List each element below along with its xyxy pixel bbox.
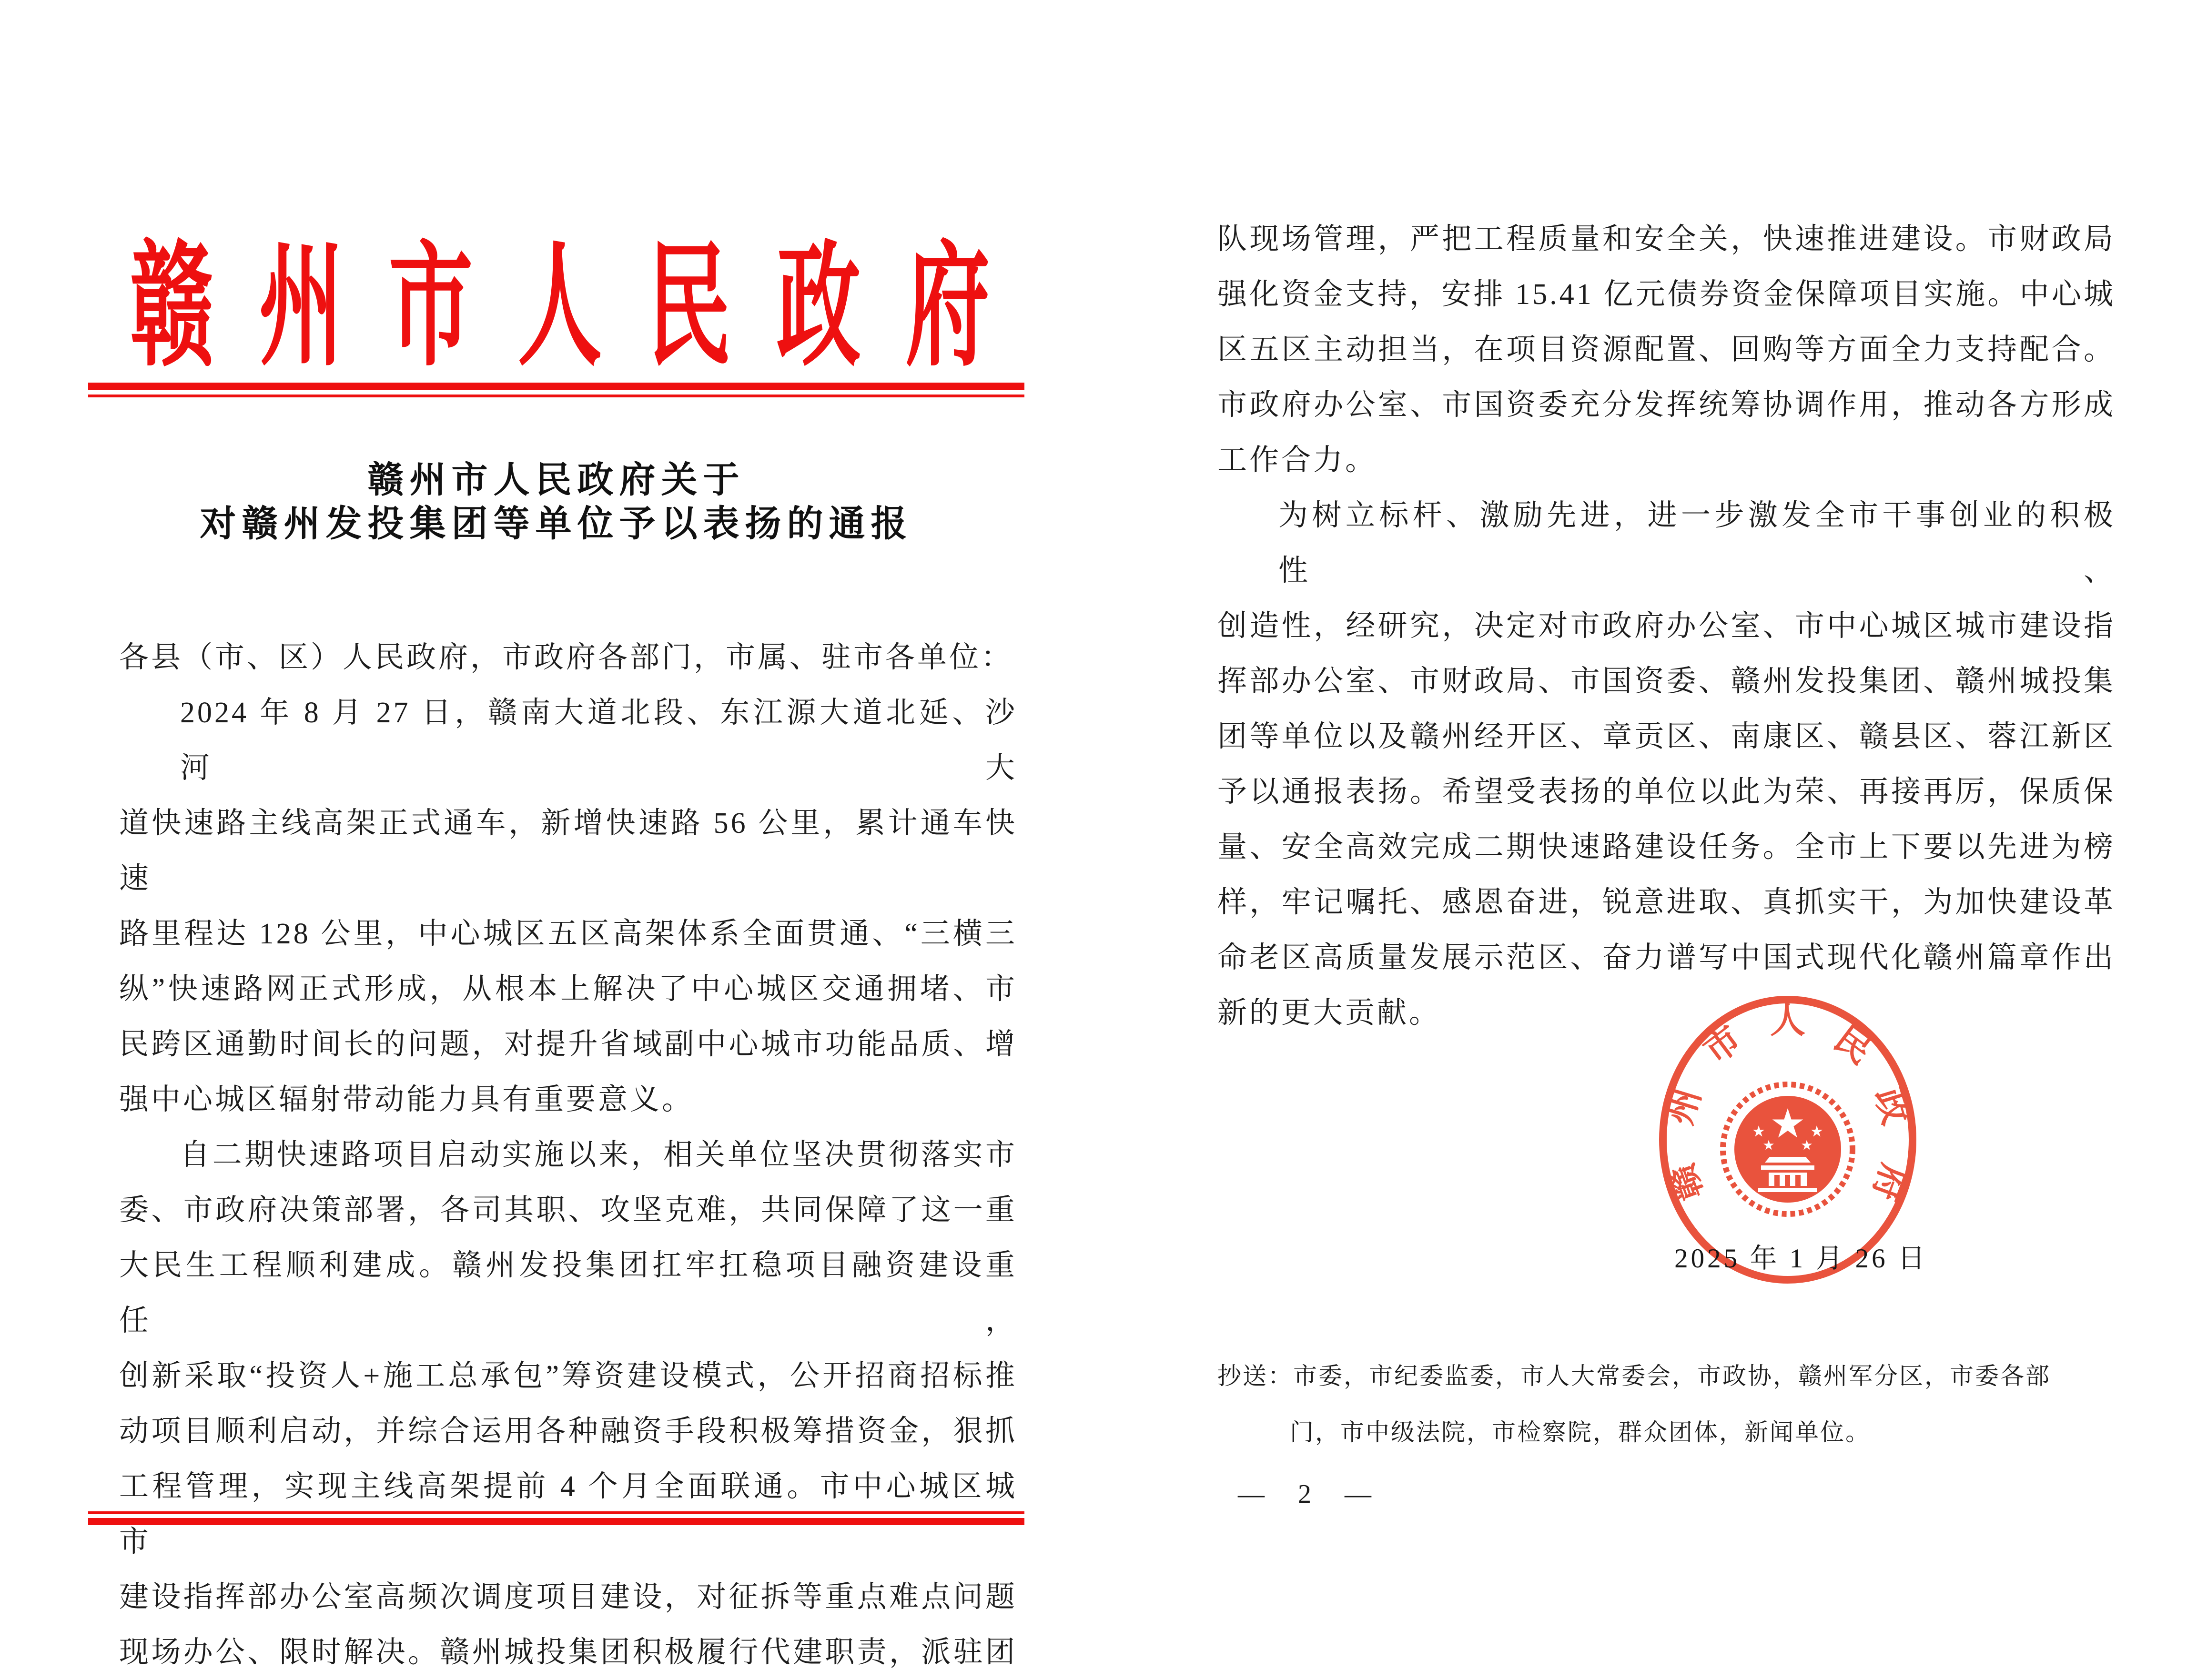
agency-header xyxy=(112,233,1008,382)
body-line: 大民生工程顺利建成。赣州发投集团扛牢扛稳项目融资建设重任， xyxy=(119,1249,1017,1337)
body-line: 委、市政府决策部署，各司其职、攻坚克难，共同保障了这一重 xyxy=(119,1194,1017,1226)
body-line: 队现场管理，严把工程质量和安全关，快速推进建设。市财政局 xyxy=(1217,223,2116,255)
body-line: 量、安全高效完成二期快速路建设任务。全市上下要以先进为榜 xyxy=(1217,831,2116,863)
body-line: 区五区主动担当，在项目资源配置、回购等方面全力支持配合。 xyxy=(1217,334,2116,366)
footer-rule-thin xyxy=(88,1511,1024,1514)
body-line: 工程管理，实现主线高架提前 4 个月全面联通。市中心城区城市 xyxy=(119,1470,1017,1558)
seal-ring-char: 市 xyxy=(1697,1019,1749,1072)
body-line: 挥部办公室、市财政局、市国资委、赣州发投集团、赣州城投集 xyxy=(1217,665,2116,698)
body-line: 强化资金支持，安排 15.41 亿元债券资金保障项目实施。中心城 xyxy=(1217,278,2116,311)
agency-header-char: 政 xyxy=(776,233,861,382)
body-line: 现场办公、限时解决。赣州城投集团积极履行代建职责，派驻团 xyxy=(119,1636,1017,1669)
body-line: 为树立标杆、激励先进，进一步激发全市干事创业的积极性、 xyxy=(1278,499,2116,587)
document-title-line-2: 对赣州发投集团等单位予以表扬的通报 xyxy=(200,504,913,544)
page-number: — 2 — xyxy=(1238,1479,1385,1509)
right-page-body xyxy=(1217,212,2116,1041)
issue-date: 2025 年 1 月 26 日 xyxy=(1674,1244,1928,1274)
body-line: 2024 年 8 月 27 日，赣南大道北段、东江源大道北延、沙河大 xyxy=(180,697,1017,784)
header-rule-thick xyxy=(88,383,1024,390)
body-line: 市政府办公室、市国资委充分发挥统筹协调作用，推动各方形成 xyxy=(1217,389,2116,421)
seal-ring-char: 赣 xyxy=(1661,1159,1711,1206)
body-line: 动项目顺利启动，并综合运用各种融资手段积极筹措资金，狠抓 xyxy=(119,1415,1017,1447)
body-line: 强中心城区辐射带动能力具有重要意义。 xyxy=(119,1083,694,1116)
agency-header-char: 州 xyxy=(259,233,344,382)
body-line: 命老区高质量发展示范区、奋力谱写中国式现代化赣州篇章作出 xyxy=(1217,941,2116,974)
seal-ring-char: 府 xyxy=(1864,1159,1914,1206)
gate-doors xyxy=(1774,1175,1801,1186)
cc-line: 抄送：市委，市纪委监委，市人大常委会，市政协，赣州军分区，市委各部 xyxy=(1217,1363,2051,1389)
body-line: 新的更大贡献。 xyxy=(1217,997,1441,1029)
header-rule-thin xyxy=(88,395,1024,397)
body-line: 自二期快速路项目启动实施以来，相关单位坚决贯彻落实市 xyxy=(180,1139,1017,1171)
body-line: 创造性，经研究，决定对市政府办公室、市中心城区城市建设指 xyxy=(1217,610,2116,642)
body-line: 纵”快速路网正式形成，从根本上解决了中心城区交通拥堵、市 xyxy=(119,973,1017,1005)
cc-line: 门，市中级法院，市检察院，群众团体，新闻单位。 xyxy=(1290,1419,1871,1446)
seal-ring-char: 民 xyxy=(1827,1019,1879,1072)
body-line: 工作合力。 xyxy=(1217,444,1377,476)
body-line: 创新采取“投资人+施工总承包”筹资建设模式，公开招商招标推 xyxy=(119,1360,1017,1392)
seal-ring-char: 州 xyxy=(1660,1083,1708,1129)
agency-header-char: 赣 xyxy=(130,233,214,382)
seal-ring-char: 人 xyxy=(1770,1002,1805,1041)
document-title-line-1: 赣州市人民政府关于 xyxy=(367,460,745,500)
body-line: 各县（市、区）人民政府，市政府各部门，市属、驻市各单位： xyxy=(119,641,1013,674)
footer-rule-thick xyxy=(88,1518,1024,1525)
body-line: 民跨区通勤时间长的问题，对提升省域副中心城市功能品质、增 xyxy=(119,1028,1017,1061)
agency-header-char: 人 xyxy=(517,233,602,382)
cc-block xyxy=(1217,1348,2118,1460)
body-line: 建设指挥部办公室高频次调度项目建设，对征拆等重点难点问题 xyxy=(119,1581,1017,1613)
body-line: 样，牢记嘱托、感恩奋进，锐意进取、真抓实干，为加快建设革 xyxy=(1217,886,2116,919)
body-line: 予以通报表扬。希望受表扬的单位以此为荣、再接再厉，保质保 xyxy=(1217,776,2116,808)
seal-ring-char: 政 xyxy=(1867,1083,1915,1129)
national-emblem-icon xyxy=(1723,1084,1853,1214)
agency-header-char: 民 xyxy=(647,233,731,382)
document-title xyxy=(88,458,1024,546)
agency-header-char: 府 xyxy=(905,233,990,382)
body-line: 路里程达 128 公里，中心城区五区高架体系全面贯通、“三横三 xyxy=(119,918,1017,950)
agency-header-char: 市 xyxy=(388,233,473,382)
body-line: 道快速路主线高架正式通车，新增快速路 56 公里，累计通车快速 xyxy=(119,807,1017,895)
body-line: 团等单位以及赣州经开区、章贡区、南康区、赣县区、蓉江新区 xyxy=(1217,720,2116,753)
